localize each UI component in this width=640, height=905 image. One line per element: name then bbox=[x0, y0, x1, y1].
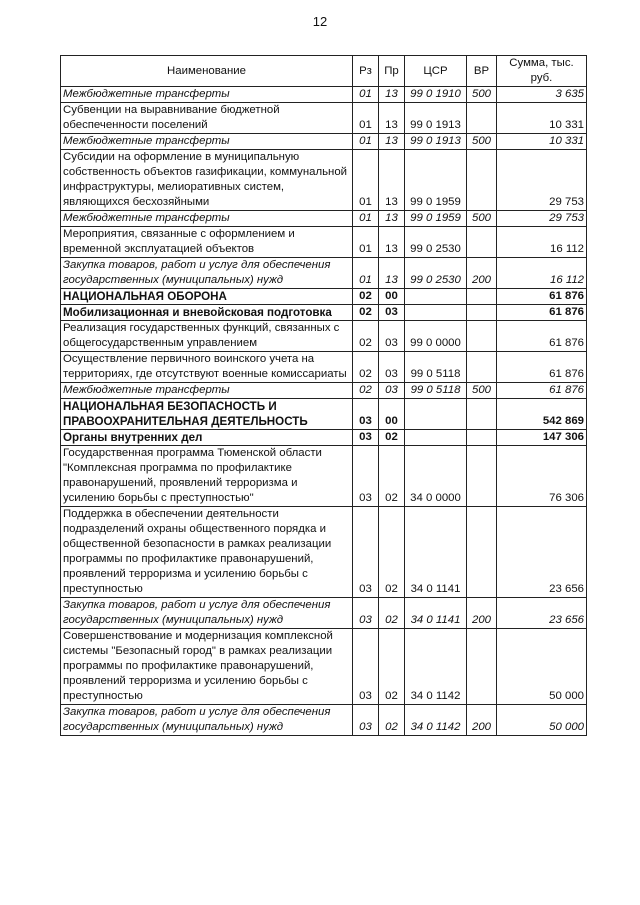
table-row bbox=[61, 321, 587, 352]
table-row bbox=[61, 258, 587, 289]
cell-csr: 34 0 1142 bbox=[405, 629, 467, 705]
table-row bbox=[61, 399, 587, 430]
cell-pr: 13 bbox=[379, 103, 405, 134]
table-row bbox=[61, 134, 587, 150]
cell-vr bbox=[467, 305, 497, 321]
cell-rz: 01 bbox=[353, 103, 379, 134]
cell-pr: 00 bbox=[379, 399, 405, 430]
cell-sum: 10 331 bbox=[497, 103, 587, 134]
cell-vr: 500 bbox=[467, 87, 497, 103]
cell-vr bbox=[467, 446, 497, 507]
cell-rz: 02 bbox=[353, 383, 379, 399]
cell-rz: 02 bbox=[353, 321, 379, 352]
cell-sum: 29 753 bbox=[497, 211, 587, 227]
cell-sum: 50 000 bbox=[497, 705, 587, 736]
cell-vr: 200 bbox=[467, 705, 497, 736]
cell-sum: 23 656 bbox=[497, 507, 587, 598]
table-row bbox=[61, 383, 587, 399]
cell-pr: 03 bbox=[379, 321, 405, 352]
cell-vr: 200 bbox=[467, 258, 497, 289]
cell-vr bbox=[467, 103, 497, 134]
table-row bbox=[61, 150, 587, 211]
cell-rz: 03 bbox=[353, 399, 379, 430]
cell-rz: 01 bbox=[353, 87, 379, 103]
header-vr: ВР bbox=[467, 56, 497, 87]
cell-pr: 02 bbox=[379, 430, 405, 446]
cell-csr bbox=[405, 305, 467, 321]
budget-table bbox=[60, 55, 587, 736]
cell-vr bbox=[467, 150, 497, 211]
table-row bbox=[61, 227, 587, 258]
cell-name: Поддержка в обеспечении деятельности подразделений охраны общественного порядка и общественной безопасности в рамках реализации программы по профилактике правонарушений, проявлений терроризма и усилению борьбы с преступностью bbox=[61, 507, 353, 598]
cell-vr bbox=[467, 289, 497, 305]
table-header-row bbox=[61, 56, 587, 87]
cell-vr bbox=[467, 352, 497, 383]
cell-pr: 02 bbox=[379, 705, 405, 736]
cell-csr: 34 0 1141 bbox=[405, 507, 467, 598]
table-body bbox=[61, 87, 587, 736]
cell-sum: 61 876 bbox=[497, 383, 587, 399]
cell-rz: 02 bbox=[353, 289, 379, 305]
table-row bbox=[61, 289, 587, 305]
cell-name: Субсидии на оформление в муниципальную собственность объектов газификации, коммунальной инфраструктуры, мелиоративных систем, являющихся бесхозяйными bbox=[61, 150, 353, 211]
cell-pr: 02 bbox=[379, 629, 405, 705]
cell-vr: 500 bbox=[467, 383, 497, 399]
cell-pr: 13 bbox=[379, 150, 405, 211]
cell-name: Государственная программа Тюменской области "Комплексная программа по профилактике правонарушений, проявлений терроризма и усилению борьбы с преступностью" bbox=[61, 446, 353, 507]
cell-rz: 03 bbox=[353, 598, 379, 629]
cell-rz: 01 bbox=[353, 150, 379, 211]
cell-csr: 34 0 0000 bbox=[405, 446, 467, 507]
cell-csr bbox=[405, 289, 467, 305]
cell-sum: 61 876 bbox=[497, 321, 587, 352]
cell-name: Мобилизационная и вневойсковая подготовка bbox=[61, 305, 353, 321]
cell-pr: 13 bbox=[379, 227, 405, 258]
header-rz: Рз bbox=[353, 56, 379, 87]
cell-rz: 03 bbox=[353, 446, 379, 507]
cell-sum: 61 876 bbox=[497, 352, 587, 383]
table-row bbox=[61, 629, 587, 705]
cell-name: Межбюджетные трансферты bbox=[61, 211, 353, 227]
cell-rz: 03 bbox=[353, 430, 379, 446]
cell-name: Субвенции на выравнивание бюджетной обеспеченности поселений bbox=[61, 103, 353, 134]
cell-vr bbox=[467, 227, 497, 258]
cell-csr: 99 0 1910 bbox=[405, 87, 467, 103]
table-row bbox=[61, 430, 587, 446]
cell-pr: 13 bbox=[379, 258, 405, 289]
cell-sum: 50 000 bbox=[497, 629, 587, 705]
cell-name: НАЦИОНАЛЬНАЯ ОБОРОНА bbox=[61, 289, 353, 305]
table-row bbox=[61, 305, 587, 321]
header-pr: Пр bbox=[379, 56, 405, 87]
cell-rz: 02 bbox=[353, 305, 379, 321]
cell-csr bbox=[405, 399, 467, 430]
cell-pr: 02 bbox=[379, 598, 405, 629]
cell-pr: 00 bbox=[379, 289, 405, 305]
cell-csr: 99 0 2530 bbox=[405, 258, 467, 289]
table-row bbox=[61, 87, 587, 103]
cell-pr: 02 bbox=[379, 446, 405, 507]
cell-csr: 99 0 1959 bbox=[405, 211, 467, 227]
cell-sum: 542 869 bbox=[497, 399, 587, 430]
cell-vr: 500 bbox=[467, 211, 497, 227]
cell-csr: 99 0 1913 bbox=[405, 103, 467, 134]
cell-sum: 16 112 bbox=[497, 258, 587, 289]
table-row bbox=[61, 352, 587, 383]
header-name: Наименование bbox=[61, 56, 353, 87]
cell-rz: 01 bbox=[353, 227, 379, 258]
cell-csr: 34 0 1141 bbox=[405, 598, 467, 629]
cell-name: Закупка товаров, работ и услуг для обеспечения государственных (муниципальных) нужд bbox=[61, 598, 353, 629]
cell-name: Совершенствование и модернизация комплексной системы "Безопасный город" в рамках реализации программы по профилактике правонарушений, проявлений терроризма и усилению борьбы с преступностью bbox=[61, 629, 353, 705]
cell-sum: 76 306 bbox=[497, 446, 587, 507]
cell-pr: 13 bbox=[379, 87, 405, 103]
cell-name: Закупка товаров, работ и услуг для обеспечения государственных (муниципальных) нужд bbox=[61, 258, 353, 289]
cell-csr: 99 0 1959 bbox=[405, 150, 467, 211]
header-csr: ЦСР bbox=[405, 56, 467, 87]
table-row bbox=[61, 598, 587, 629]
cell-pr: 02 bbox=[379, 507, 405, 598]
header-sum: Сумма, тыс. руб. bbox=[497, 56, 587, 87]
cell-csr: 99 0 2530 bbox=[405, 227, 467, 258]
cell-csr: 34 0 1142 bbox=[405, 705, 467, 736]
cell-csr: 99 0 5118 bbox=[405, 352, 467, 383]
cell-pr: 13 bbox=[379, 134, 405, 150]
table-row bbox=[61, 705, 587, 736]
cell-sum: 3 635 bbox=[497, 87, 587, 103]
cell-name: Органы внутренних дел bbox=[61, 430, 353, 446]
cell-name: Межбюджетные трансферты bbox=[61, 87, 353, 103]
cell-name: Межбюджетные трансферты bbox=[61, 383, 353, 399]
cell-vr: 200 bbox=[467, 598, 497, 629]
cell-sum: 29 753 bbox=[497, 150, 587, 211]
cell-rz: 01 bbox=[353, 211, 379, 227]
cell-pr: 03 bbox=[379, 383, 405, 399]
table-row bbox=[61, 103, 587, 134]
cell-csr: 99 0 5118 bbox=[405, 383, 467, 399]
cell-pr: 03 bbox=[379, 352, 405, 383]
cell-csr bbox=[405, 430, 467, 446]
cell-vr bbox=[467, 629, 497, 705]
cell-rz: 01 bbox=[353, 134, 379, 150]
table-row bbox=[61, 211, 587, 227]
cell-csr: 99 0 1913 bbox=[405, 134, 467, 150]
cell-vr bbox=[467, 430, 497, 446]
cell-sum: 147 306 bbox=[497, 430, 587, 446]
cell-rz: 03 bbox=[353, 629, 379, 705]
cell-pr: 03 bbox=[379, 305, 405, 321]
cell-vr bbox=[467, 399, 497, 430]
cell-vr: 500 bbox=[467, 134, 497, 150]
cell-rz: 03 bbox=[353, 507, 379, 598]
page-number: 12 bbox=[312, 14, 328, 29]
cell-sum: 16 112 bbox=[497, 227, 587, 258]
cell-rz: 01 bbox=[353, 258, 379, 289]
cell-vr bbox=[467, 507, 497, 598]
cell-rz: 02 bbox=[353, 352, 379, 383]
cell-rz: 03 bbox=[353, 705, 379, 736]
cell-pr: 13 bbox=[379, 211, 405, 227]
cell-sum: 10 331 bbox=[497, 134, 587, 150]
cell-name: Осуществление первичного воинского учета на территориях, где отсутствуют военные комиссариаты bbox=[61, 352, 353, 383]
cell-name: Межбюджетные трансферты bbox=[61, 134, 353, 150]
cell-name: Реализация государственных функций, связанных с общегосударственным управлением bbox=[61, 321, 353, 352]
cell-name: НАЦИОНАЛЬНАЯ БЕЗОПАСНОСТЬ И ПРАВООХРАНИТЕЛЬНАЯ ДЕЯТЕЛЬНОСТЬ bbox=[61, 399, 353, 430]
cell-csr: 99 0 0000 bbox=[405, 321, 467, 352]
cell-name: Мероприятия, связанные с оформлением и временной эксплуатацией объектов bbox=[61, 227, 353, 258]
cell-sum: 61 876 bbox=[497, 305, 587, 321]
table-row bbox=[61, 507, 587, 598]
cell-name: Закупка товаров, работ и услуг для обеспечения государственных (муниципальных) нужд bbox=[61, 705, 353, 736]
cell-vr bbox=[467, 321, 497, 352]
cell-sum: 23 656 bbox=[497, 598, 587, 629]
table-row bbox=[61, 446, 587, 507]
cell-sum: 61 876 bbox=[497, 289, 587, 305]
